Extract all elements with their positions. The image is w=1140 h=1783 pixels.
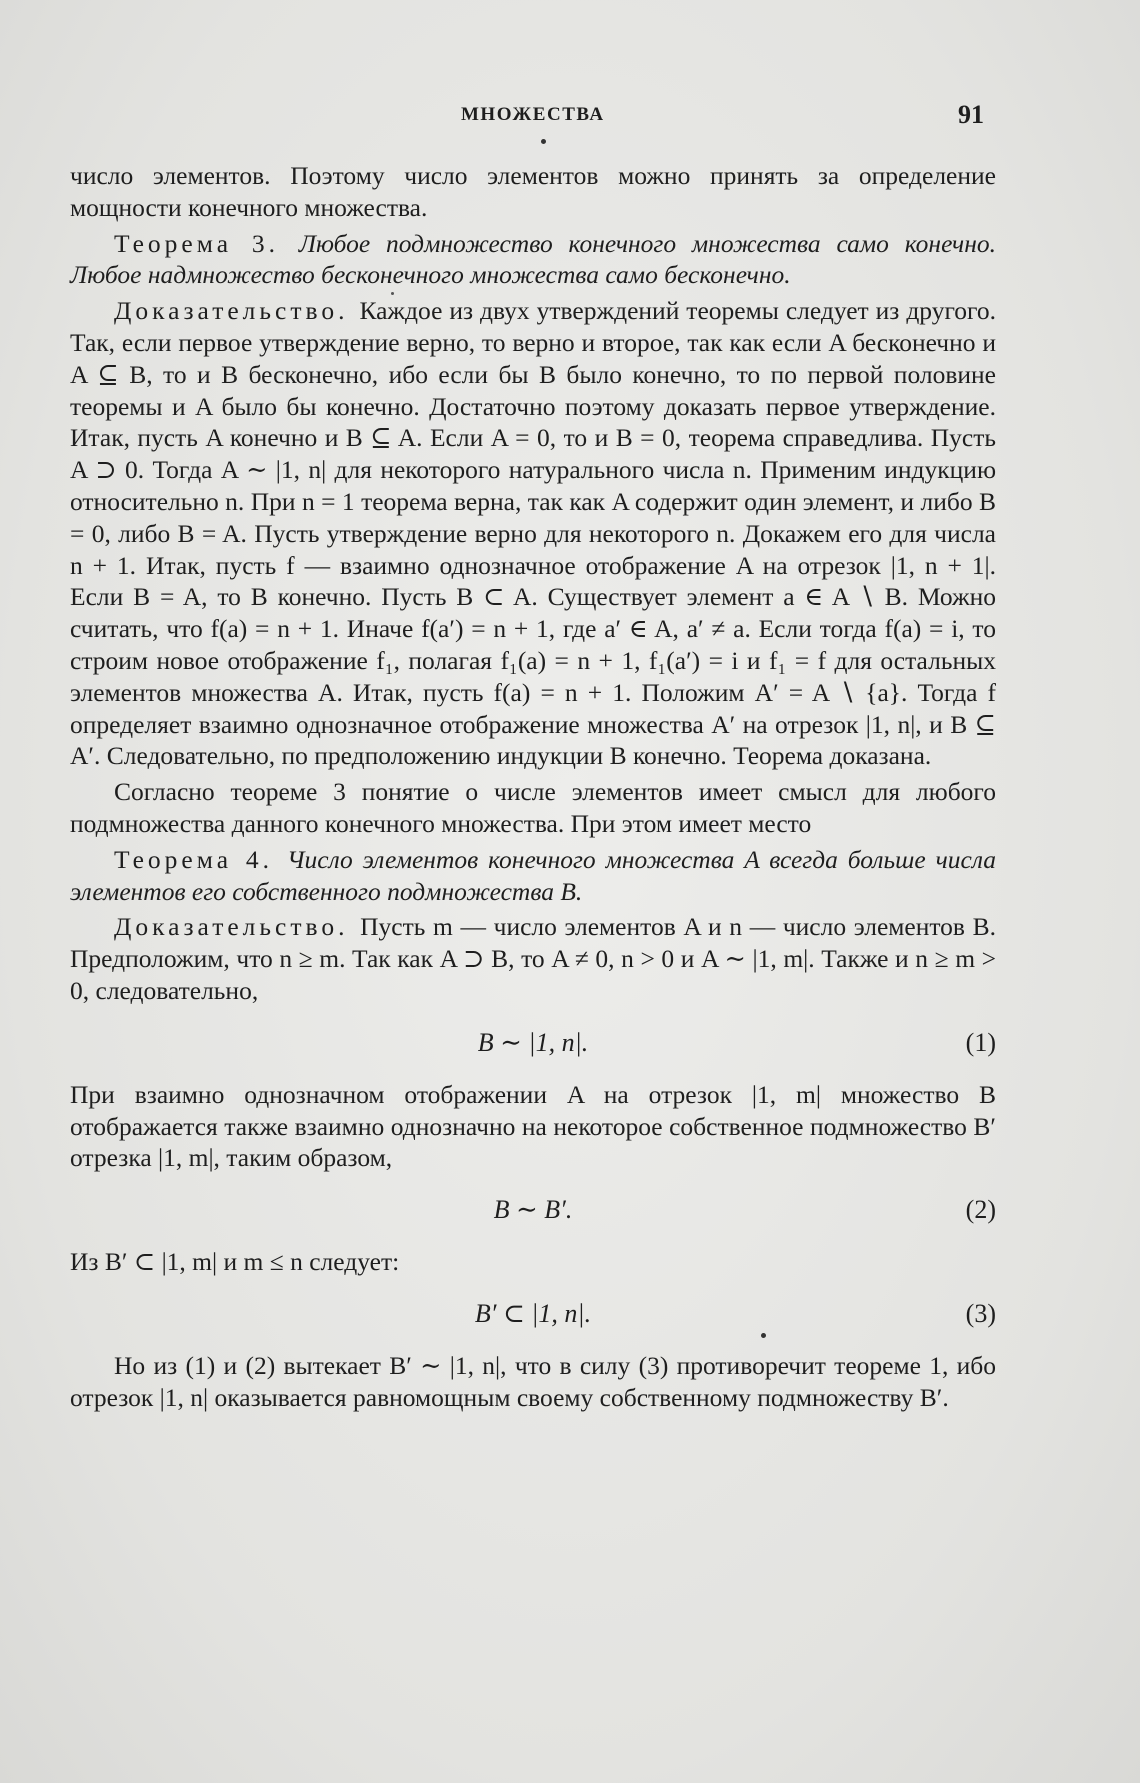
paragraph-text: Из B′ ⊂ |1, m| и m ≤ n следует: xyxy=(70,1247,400,1277)
theorem-4 xyxy=(70,844,996,908)
paragraph xyxy=(70,776,996,840)
equation-number: (2) xyxy=(965,1195,996,1225)
paragraph-text: При взаимно однозначном отображении A на отрезок |1, m| множество B отображается также взаимно однозначно на некоторое собственное подмножество B′ отрезка |1, m|, таким образом, xyxy=(70,1079,996,1173)
paragraph-text: Но из (1) и (2) вытекает B′ ∼ |1, n|, что в силу (3) противоречит теореме 1, ибо отрезок |1, n| оказывается равномощным своему собственному подмножеству B′. xyxy=(70,1350,996,1412)
theorem-label: Теорема 4. xyxy=(114,844,287,874)
page-header xyxy=(0,100,1140,140)
proof-label: Доказательство. xyxy=(114,912,361,942)
page-number: 91 xyxy=(958,100,984,129)
equation-2 xyxy=(70,1188,996,1234)
equation-formula: B′ ⊂ |1, n|. xyxy=(474,1298,592,1328)
page-body xyxy=(70,160,996,1414)
paragraph xyxy=(70,1079,996,1174)
equation-formula: B ∼ B′. xyxy=(493,1195,573,1225)
paragraph xyxy=(70,1350,996,1414)
theorem-3 xyxy=(70,228,996,292)
theorem-statement: Любое подмножество конечного множества само конечно. Любое надмножество бесконечного множества само бесконечно. xyxy=(70,228,996,290)
equation-formula: B ∼ |1, n|. xyxy=(477,1027,589,1057)
equation-number: (3) xyxy=(965,1298,996,1328)
proof-label: Доказательство. xyxy=(114,296,360,326)
theorem-label: Теорема 3. xyxy=(114,228,299,258)
paragraph xyxy=(70,1246,996,1278)
running-head: МНОЖЕСТВА xyxy=(461,104,605,125)
proof-text: Пусть m — число элементов A и n — число элементов B. Предположим, что n ≥ m. Так как A ⊃ B, то A ≠ 0, n > 0 и A ∼ |1, m|. Также и n ≥ m > 0, следовательно, xyxy=(70,912,996,1005)
theorem-statement: Число элементов конечного множества A всегда больше числа элементов его собственного подмножества B. xyxy=(70,844,997,906)
paragraph-text: число элементов. Поэтому число элементов можно принять за определение мощности конечного множества. xyxy=(70,161,996,222)
paragraph-text: Согласно теореме 3 понятие о числе элементов имеет смысл для любого подмножества данного конечного множества. При этом имеет место xyxy=(70,777,996,838)
paragraph-continuation xyxy=(70,160,996,224)
proof-theorem-3 xyxy=(70,295,996,772)
proof-text: Каждое из двух утверждений теоремы следует из другого. Так, если первое утверждение верно, то верно и второе, так как если A бесконечно и A ⊆ B, то и B бесконечно, ибо если бы B было конечно, то по первой половине теоремы и A было бы конечно. Достаточно поэтому доказать первое утверждение. Итак, пусть A конечно и B ⊆ A. Если A = 0, то и B = 0, теорема справедлива. Пусть A ⊃ 0. Тогда A ∼ |1, n| для некоторого натурального числа n. Применим индукцию относительно n. При n = 1 теорема верна, так как A содержит один элемент, и либо B = 0, либо B = A. Пусть утверждение верно для некоторого n. Докажем его для числа n + 1. Итак, пусть f — взаимно однозначное отображение A на отрезок |1, n + 1|. Если B = A, то B конечно. Пусть B ⊂ A. Существует элемент a ∈ A ∖ B. Можно считать, что f(a) = n + 1. Иначе f(a′) = n + 1, где a′ ∈ A, a′ ≠ a. Если тогда f(a) = i, то строим новое отображение f₁, полагая f₁(a) = n + 1, f₁(a′) = i и f₁ = f для остальных элементов множества A. Итак, пусть f(a) = n + 1. Положим A′ = A ∖ {a}. Тогда f определяет взаимно однозначное отображение множества A′ на отрезок |1, n|, и B ⊆ A′. Следовательно, по предположению индукции B конечно. Теорема доказана. xyxy=(70,296,996,771)
equation-1 xyxy=(70,1021,996,1067)
print-speck xyxy=(541,139,546,144)
equation-3 xyxy=(70,1292,996,1338)
proof-theorem-4 xyxy=(70,911,996,1006)
equation-number: (1) xyxy=(965,1027,996,1057)
